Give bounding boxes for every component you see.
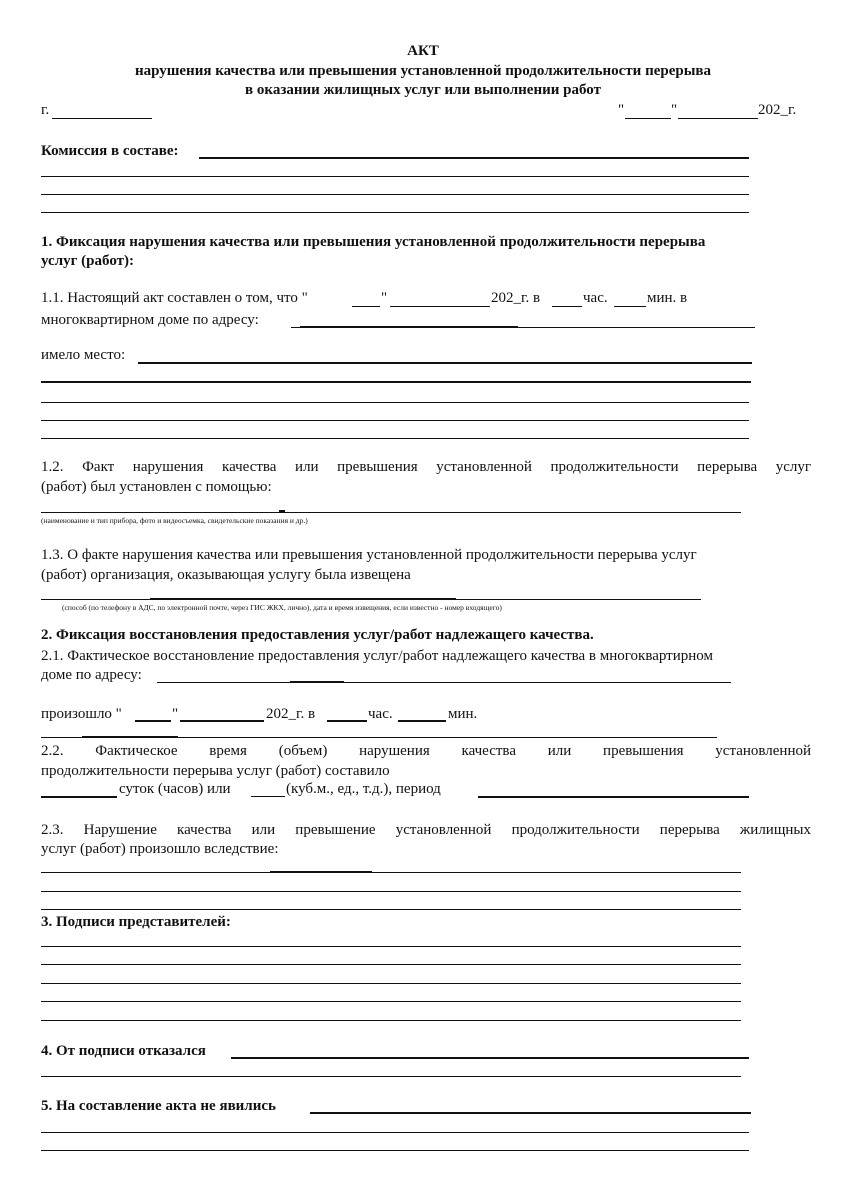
p13-note: (способ (по телефону в АДС, по электронной почте, через ГИС ЖКХ, лично), дата и время извещения, если известно - номер входящего) [62,603,502,612]
p21-year: 202_г. в [266,706,316,722]
imelo-blank[interactable] [41,402,749,403]
imelo-blank[interactable] [41,381,751,383]
refused-blank[interactable] [231,1057,749,1059]
p11-text: " [381,290,388,306]
section2-heading: 2. Фиксация восстановления предоставления услуг/работ надлежащего качества. [41,627,594,643]
p21-proizoshlo: произошло " [41,706,122,722]
date-day-blank[interactable] [625,118,671,119]
signature-blank[interactable] [41,1001,741,1002]
section1-heading: 1. Фиксация нарушения качества или превышения установленной продолжительности перерыва [41,234,706,250]
p23-blank[interactable] [41,872,741,873]
city-blank[interactable] [52,118,152,119]
p11-address-blank[interactable] [300,326,518,328]
p21-hour-blank[interactable] [327,720,367,722]
date-quote-close: " [671,102,678,118]
p12-text: 1.2. Факт нарушения качества или превышения установленной продолжительности перерыва услуг [41,459,811,475]
p22-sutok: суток (часов) или [119,781,231,797]
p22-text: 2.2. Фактическое время (объем) нарушения качества или превышения установленной [41,743,811,759]
p22-period-blank[interactable] [478,796,749,798]
p12-blank-mark [279,510,285,512]
document-subtitle-2: в оказании жилищных услуг или выполнении работ [245,82,601,98]
p12-note: (наименование и тип прибора, фото и видеосъемка, свидетельские показания и др.) [41,516,308,525]
p11-text: мин. в [647,290,688,306]
commission-blank[interactable] [41,194,749,195]
signature-blank[interactable] [41,983,741,984]
p11-text: 202_г. в [491,290,541,306]
p23-text: 2.3. Нарушение качества или превышение установленной продолжительности перерыва жилищных [41,822,811,838]
p11-min-blank[interactable] [614,306,646,307]
p11-day-blank[interactable] [352,306,380,307]
commission-label: Комиссия в составе: [41,143,179,159]
section3-heading: 3. Подписи представителей: [41,914,231,930]
p23-blank[interactable] [41,891,741,892]
date-year: 202_г. [758,102,797,118]
p21-day-blank[interactable] [135,720,171,722]
city-label: г. [41,102,50,118]
p21-address-blank[interactable] [157,682,731,683]
p21-min: мин. [448,706,478,722]
imelo-blank[interactable] [138,362,752,364]
p12-blank[interactable] [41,512,741,513]
p23-blank[interactable] [270,871,372,873]
signature-blank[interactable] [41,964,741,965]
p21-month-blank[interactable] [180,720,264,722]
p11-month-blank[interactable] [390,306,490,307]
p23-blank[interactable] [41,909,741,910]
p22-days-blank[interactable] [41,796,117,798]
p22-volume-blank[interactable] [251,796,285,797]
date-quote-open: " [618,102,625,118]
p12-text: (работ) был установлен с помощью: [41,479,272,495]
imelo-blank[interactable] [41,420,749,421]
signature-blank[interactable] [41,1020,741,1021]
imelo-label: имело место: [41,347,126,363]
commission-blank[interactable] [41,212,749,213]
p23-text: услуг (работ) произошло вследствие: [41,841,279,857]
imelo-blank[interactable] [41,438,749,439]
document-subtitle-1: нарушения качества или превышения установленной продолжительности перерыва [134,63,712,79]
p11-address-label: многоквартирном доме по адресу: [41,312,259,328]
p11-text: 1.1. Настоящий акт составлен о том, что " [41,290,308,306]
p13-text: (работ) организация, оказывающая услугу была извещена [41,567,411,583]
p21-address-label: доме по адресу: [41,667,142,683]
p22-kub: (куб.м., ед., т.д.), период [286,781,441,797]
section5-heading: 5. На составление акта не явились [41,1098,276,1114]
p21-extra-blank[interactable] [82,736,178,738]
p21-quote: " [172,706,179,722]
absent-blank[interactable] [41,1132,749,1133]
commission-blank[interactable] [199,157,749,159]
p21-text: 2.1. Фактическое восстановление предоставления услуг/работ надлежащего качества в многоквартирном [41,648,713,664]
p22-text: продолжительности перерыва услуг (работ) составило [41,763,390,779]
p21-min-blank[interactable] [398,720,446,722]
document-title: АКТ [407,43,439,59]
p13-blank[interactable] [150,598,456,600]
section1-heading: услуг (работ): [41,253,134,269]
absent-blank[interactable] [310,1112,751,1114]
section4-heading: 4. От подписи отказался [41,1043,206,1059]
commission-blank[interactable] [41,176,749,177]
p11-text: час. [583,290,608,306]
absent-blank[interactable] [41,1150,749,1151]
p21-hour: час. [368,706,393,722]
date-month-blank[interactable] [678,118,758,119]
refused-blank[interactable] [41,1076,741,1077]
p13-text: 1.3. О факте нарушения качества или превышения установленной продолжительности перерыва услуг [41,547,697,563]
p11-hour-blank[interactable] [552,306,582,307]
p21-address-blank[interactable] [290,681,344,683]
signature-blank[interactable] [41,946,741,947]
